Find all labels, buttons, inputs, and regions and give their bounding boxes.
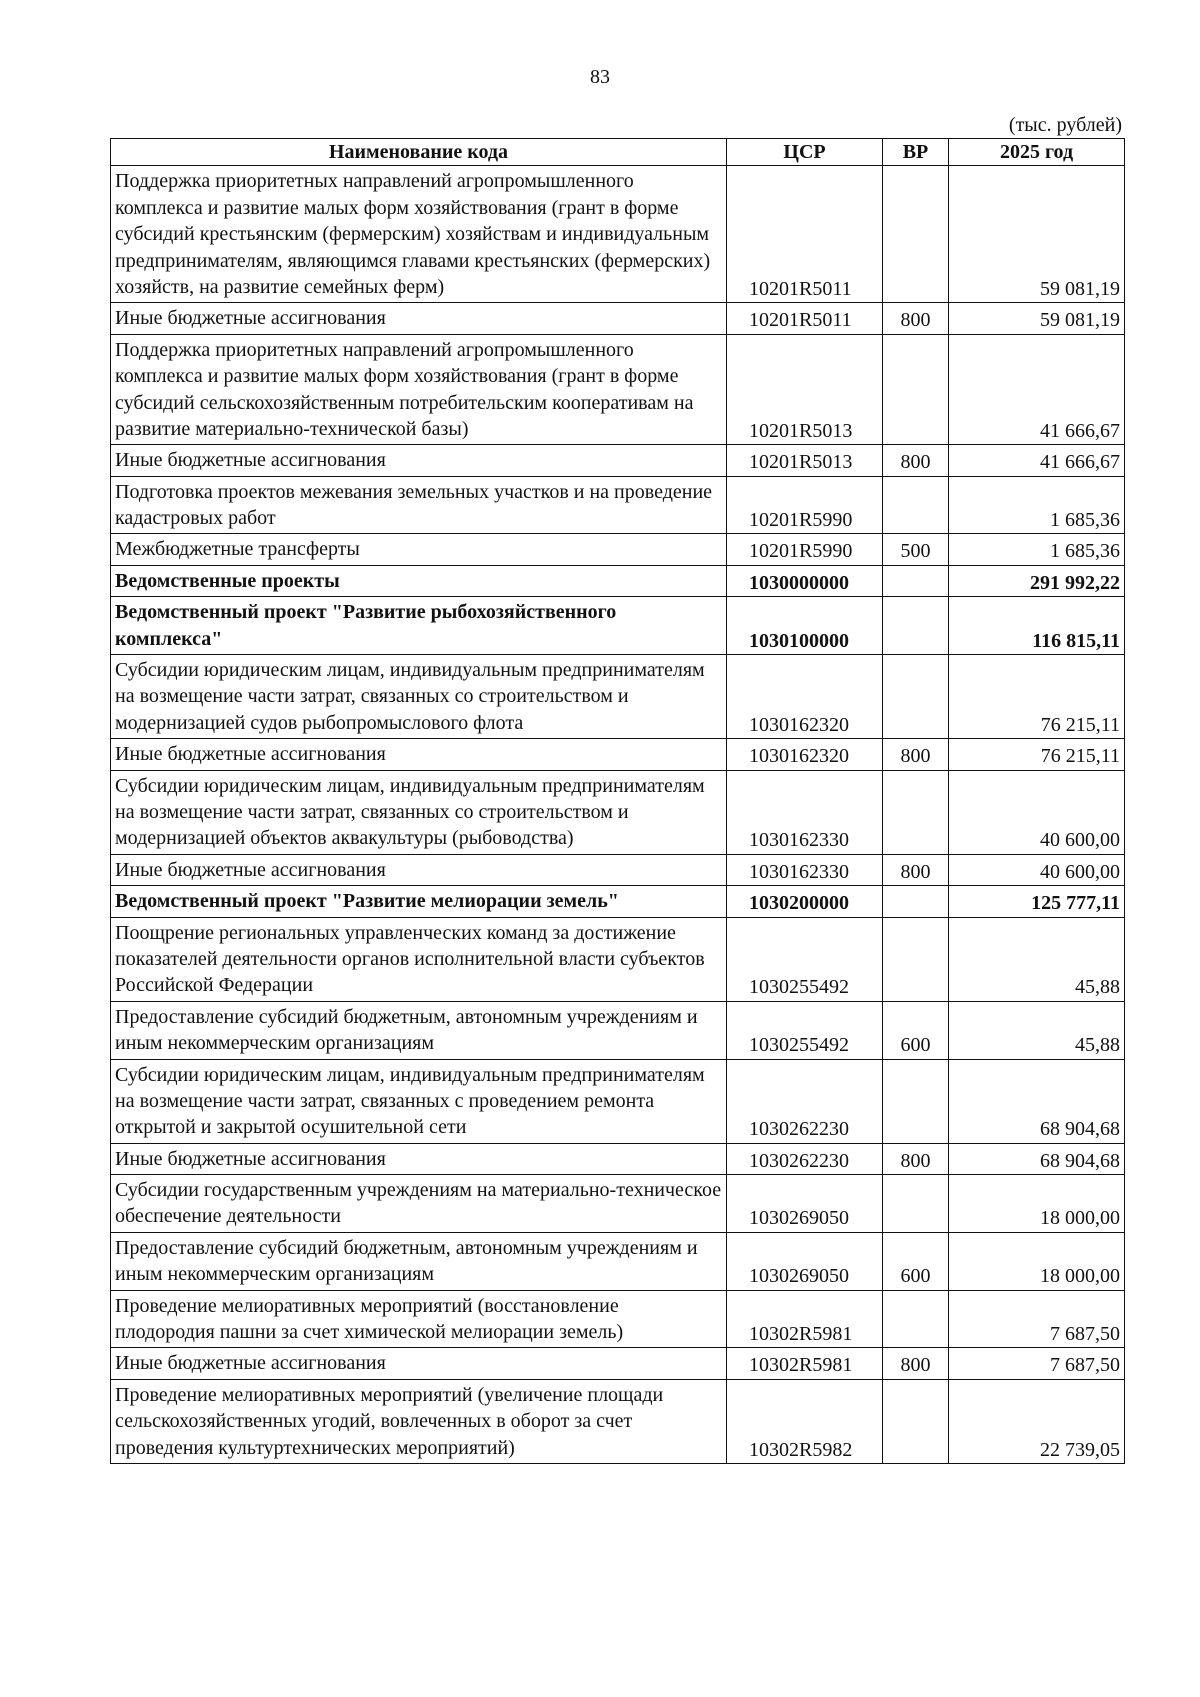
cell-csr: 10201R5990 [727,476,883,534]
table-row [111,739,1125,770]
cell-name: Субсидии юридическим лицам, индивидуальным предпринимателям на возмещение части затрат, связанных со строительством и модернизацией объектов аквакультуры (рыбоводства) [111,770,727,854]
cell-csr: 1030000000 [727,565,883,596]
table-row [111,655,1125,739]
table-row [111,1143,1125,1174]
cell-name: Ведомственный проект "Развитие мелиорации земель" [111,886,727,917]
cell-vr [883,886,949,917]
cell-sum: 40 600,00 [949,854,1125,885]
cell-vr [883,334,949,445]
cell-vr [883,770,949,854]
table-row [111,445,1125,476]
cell-sum: 76 215,11 [949,739,1125,770]
cell-name: Субсидии государственным учреждениям на материально-техническое обеспечение деятельности [111,1175,727,1233]
cell-vr: 500 [883,534,949,565]
cell-vr [883,1379,949,1463]
cell-sum: 45,88 [949,1001,1125,1059]
cell-csr: 1030162320 [727,655,883,739]
cell-name: Предоставление субсидий бюджетным, автономным учреждениям и иным некоммерческим организациям [111,1001,727,1059]
cell-csr: 1030255492 [727,1001,883,1059]
cell-name: Иные бюджетные ассигнования [111,303,727,334]
cell-name: Межбюджетные трансферты [111,534,727,565]
table-row [111,534,1125,565]
cell-vr: 800 [883,303,949,334]
budget-table [110,138,1125,1464]
cell-csr: 1030262230 [727,1143,883,1174]
cell-csr: 1030255492 [727,917,883,1001]
cell-name: Субсидии юридическим лицам, индивидуальным предпринимателям на возмещение части затрат, связанных с проведением ремонта открытой и закрытой осушительной сети [111,1059,727,1143]
cell-sum: 125 777,11 [949,886,1125,917]
cell-csr: 10201R5011 [727,303,883,334]
cell-sum: 22 739,05 [949,1379,1125,1463]
header-csr: ЦСР [727,139,883,166]
header-row [111,139,1125,166]
cell-vr [883,597,949,655]
cell-name: Субсидии юридическим лицам, индивидуальным предпринимателям на возмещение части затрат, связанных со строительством и модернизацией судов рыбопромыслового флота [111,655,727,739]
cell-sum: 116 815,11 [949,597,1125,655]
cell-vr [883,476,949,534]
cell-csr: 10302R5981 [727,1290,883,1348]
header-vr: ВР [883,139,949,166]
cell-sum: 18 000,00 [949,1232,1125,1290]
cell-vr: 800 [883,1143,949,1174]
table-row [111,1175,1125,1233]
table-row [111,886,1125,917]
cell-vr: 800 [883,445,949,476]
cell-name: Иные бюджетные ассигнования [111,854,727,885]
table-row [111,1001,1125,1059]
table-row [111,1379,1125,1463]
cell-name: Иные бюджетные ассигнования [111,1143,727,1174]
table-row [111,1348,1125,1379]
cell-vr: 800 [883,1348,949,1379]
cell-name: Поддержка приоритетных направлений агропромышленного комплекса и развитие малых форм хозяйствования (грант в форме субсидий крестьянским (фермерским) хозяйствам и индивидуальным предпринимателям, являющимся главами крестьянских (фермерских) хозяйств, на развитие семейных ферм) [111,166,727,303]
table-body [111,166,1125,1464]
cell-sum: 18 000,00 [949,1175,1125,1233]
table-row [111,1232,1125,1290]
cell-sum: 59 081,19 [949,303,1125,334]
cell-name: Иные бюджетные ассигнования [111,445,727,476]
cell-vr [883,655,949,739]
cell-csr: 1030269050 [727,1175,883,1233]
table-row [111,597,1125,655]
cell-sum: 45,88 [949,917,1125,1001]
cell-csr: 10201R5990 [727,534,883,565]
cell-name: Ведомственный проект "Развитие рыбохозяйственного комплекса" [111,597,727,655]
cell-vr: 600 [883,1001,949,1059]
cell-name: Поощрение региональных управленческих команд за достижение показателей деятельности органов исполнительной власти субъектов Российской Федерации [111,917,727,1001]
table-header [111,139,1125,166]
table-row [111,166,1125,303]
cell-csr: 1030162330 [727,770,883,854]
cell-name: Проведение мелиоративных мероприятий (увеличение площади сельскохозяйственных угодий, вовлеченных в оборот за счет проведения культуртехнических мероприятий) [111,1379,727,1463]
table-row [111,565,1125,596]
cell-sum: 1 685,36 [949,534,1125,565]
cell-sum: 41 666,67 [949,334,1125,445]
cell-sum: 1 685,36 [949,476,1125,534]
cell-vr: 800 [883,739,949,770]
cell-csr: 1030162330 [727,854,883,885]
cell-csr: 1030162320 [727,739,883,770]
cell-sum: 7 687,50 [949,1290,1125,1348]
cell-sum: 68 904,68 [949,1059,1125,1143]
cell-csr: 1030200000 [727,886,883,917]
cell-csr: 1030100000 [727,597,883,655]
cell-name: Поддержка приоритетных направлений агропромышленного комплекса и развитие малых форм хозяйствования (грант в форме субсидий сельскохозяйственным потребительским кооперативам на развитие материально-технической базы) [111,334,727,445]
cell-name: Проведение мелиоративных мероприятий (восстановление плодородия пашни за счет химической мелиорации земель) [111,1290,727,1348]
cell-csr: 1030269050 [727,1232,883,1290]
page-number: 83 [590,66,610,88]
cell-vr: 800 [883,854,949,885]
table-row [111,303,1125,334]
table-row [111,1290,1125,1348]
units-label: (тыс. рублей) [1008,114,1122,136]
cell-vr [883,1059,949,1143]
header-name: Наименование кода [111,139,727,166]
header-sum: 2025 год [949,139,1125,166]
cell-vr [883,1175,949,1233]
cell-csr: 10302R5982 [727,1379,883,1463]
cell-name: Подготовка проектов межевания земельных участков и на проведение кадастровых работ [111,476,727,534]
cell-name: Предоставление субсидий бюджетным, автономным учреждениям и иным некоммерческим организациям [111,1232,727,1290]
cell-sum: 41 666,67 [949,445,1125,476]
table-row [111,1059,1125,1143]
cell-name: Иные бюджетные ассигнования [111,739,727,770]
cell-vr [883,166,949,303]
table-row [111,917,1125,1001]
cell-sum: 59 081,19 [949,166,1125,303]
cell-sum: 40 600,00 [949,770,1125,854]
cell-vr [883,1290,949,1348]
table-row [111,334,1125,445]
cell-sum: 76 215,11 [949,655,1125,739]
cell-csr: 1030262230 [727,1059,883,1143]
cell-csr: 10302R5981 [727,1348,883,1379]
cell-csr: 10201R5013 [727,334,883,445]
cell-sum: 68 904,68 [949,1143,1125,1174]
cell-csr: 10201R5013 [727,445,883,476]
cell-csr: 10201R5011 [727,166,883,303]
cell-name: Иные бюджетные ассигнования [111,1348,727,1379]
table-row [111,770,1125,854]
table-row [111,854,1125,885]
cell-sum: 7 687,50 [949,1348,1125,1379]
cell-vr: 600 [883,1232,949,1290]
cell-vr [883,565,949,596]
table-row [111,476,1125,534]
cell-name: Ведомственные проекты [111,565,727,596]
cell-sum: 291 992,22 [949,565,1125,596]
cell-vr [883,917,949,1001]
